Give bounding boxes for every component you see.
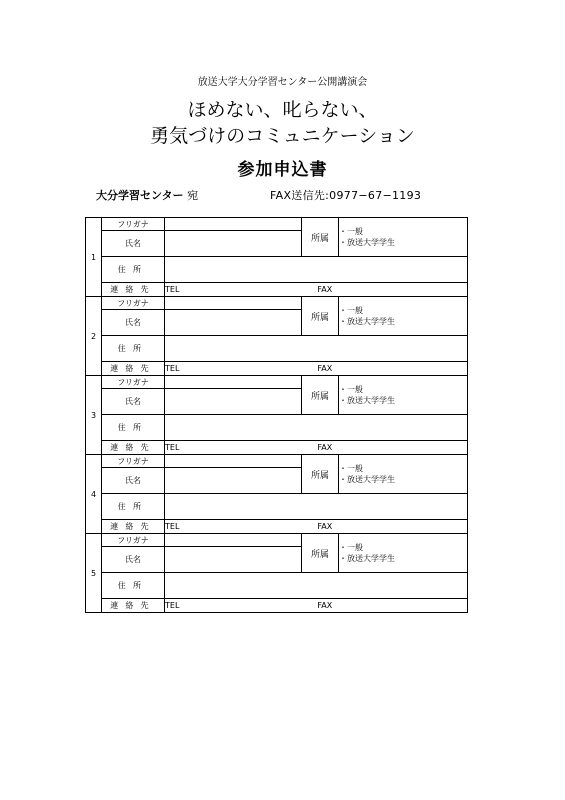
entry-address-row: [86, 573, 468, 599]
name-label: 氏名: [102, 468, 165, 494]
address-label: 住所: [102, 494, 165, 520]
furigana-label: フリガナ: [102, 376, 165, 389]
fax-destination: FAX送信先:0977−67−1193: [270, 189, 422, 202]
affiliation-options[interactable]: [339, 297, 468, 336]
entry-contact-row: [86, 362, 468, 376]
tel-label: TEL: [165, 601, 180, 610]
entry-address-row: [86, 336, 468, 362]
furigana-field[interactable]: [165, 455, 302, 468]
entry-furigana-row: [86, 218, 468, 231]
contact-label: 連絡先: [102, 520, 165, 534]
furigana-label: フリガナ: [102, 297, 165, 310]
option-student[interactable]: ・放送大学学生: [339, 238, 395, 247]
address-field[interactable]: [165, 573, 468, 599]
application-form-table: [85, 217, 468, 613]
fax-label: FAX: [317, 522, 333, 531]
recipient: [96, 187, 198, 203]
tel-label: TEL: [165, 364, 180, 373]
address-field[interactable]: [165, 415, 468, 441]
option-general[interactable]: ・一般: [339, 464, 363, 473]
recipient-suffix: 宛: [187, 189, 199, 202]
name-field[interactable]: [165, 231, 302, 257]
entry-number: 5: [86, 534, 102, 613]
entry-number: 2: [86, 297, 102, 376]
tel-fax-field[interactable]: [165, 362, 468, 376]
entry-number: 1: [86, 218, 102, 297]
affiliation-options[interactable]: [339, 218, 468, 257]
fax-label: FAX: [317, 443, 333, 452]
address-field[interactable]: [165, 494, 468, 520]
entry-furigana-row: [86, 297, 468, 310]
option-general[interactable]: ・一般: [339, 385, 363, 394]
affiliation-options[interactable]: [339, 534, 468, 573]
title-line-2: 勇気づけのコミュニケーション: [150, 125, 415, 147]
furigana-field[interactable]: [165, 218, 302, 231]
affiliation-label: 所属: [302, 297, 339, 336]
entry-number: 3: [86, 376, 102, 455]
name-label: 氏名: [102, 547, 165, 573]
address-label: 住所: [102, 415, 165, 441]
entry-contact-row: [86, 599, 468, 613]
fax-label: FAX: [317, 285, 333, 294]
recipient-name: 大分学習センター: [96, 189, 184, 202]
tel-fax-field[interactable]: [165, 599, 468, 613]
affiliation-label: 所属: [302, 455, 339, 494]
entry-furigana-row: [86, 455, 468, 468]
name-field[interactable]: [165, 547, 302, 573]
entry-address-row: [86, 494, 468, 520]
affiliation-label: 所属: [302, 376, 339, 415]
furigana-field[interactable]: [165, 297, 302, 310]
organizer-line: 放送大学大分学習センター公開講演会: [197, 77, 368, 88]
form-title: 参加申込書: [237, 160, 328, 180]
furigana-field[interactable]: [165, 376, 302, 389]
address-field[interactable]: [165, 257, 468, 283]
fax-label: FAX: [317, 601, 333, 610]
name-label: 氏名: [102, 389, 165, 415]
title-line-1: ほめない、叱らない、: [187, 99, 378, 121]
fax-label: FAX: [317, 364, 333, 373]
entry-furigana-row: [86, 376, 468, 389]
furigana-label: フリガナ: [102, 455, 165, 468]
name-field[interactable]: [165, 389, 302, 415]
name-label: 氏名: [102, 231, 165, 257]
tel-label: TEL: [165, 443, 180, 452]
option-student[interactable]: ・放送大学学生: [339, 554, 395, 563]
contact-label: 連絡先: [102, 441, 165, 455]
option-student[interactable]: ・放送大学学生: [339, 396, 395, 405]
affiliation-options[interactable]: [339, 455, 468, 494]
option-general[interactable]: ・一般: [339, 543, 363, 552]
option-student[interactable]: ・放送大学学生: [339, 317, 395, 326]
name-label: 氏名: [102, 310, 165, 336]
entry-contact-row: [86, 520, 468, 534]
affiliation-label: 所属: [302, 218, 339, 257]
affiliation-label: 所属: [302, 534, 339, 573]
contact-label: 連絡先: [102, 599, 165, 613]
tel-label: TEL: [165, 522, 180, 531]
entry-contact-row: [86, 283, 468, 297]
entry-contact-row: [86, 441, 468, 455]
address-label: 住所: [102, 257, 165, 283]
contact-label: 連絡先: [102, 362, 165, 376]
name-field[interactable]: [165, 310, 302, 336]
contact-label: 連絡先: [102, 283, 165, 297]
tel-fax-field[interactable]: [165, 283, 468, 297]
tel-fax-field[interactable]: [165, 441, 468, 455]
entry-address-row: [86, 257, 468, 283]
option-general[interactable]: ・一般: [339, 306, 363, 315]
option-general[interactable]: ・一般: [339, 227, 363, 236]
tel-fax-field[interactable]: [165, 520, 468, 534]
address-field[interactable]: [165, 336, 468, 362]
entry-furigana-row: [86, 534, 468, 547]
address-label: 住所: [102, 573, 165, 599]
furigana-field[interactable]: [165, 534, 302, 547]
furigana-label: フリガナ: [102, 218, 165, 231]
option-student[interactable]: ・放送大学学生: [339, 475, 395, 484]
furigana-label: フリガナ: [102, 534, 165, 547]
tel-label: TEL: [165, 285, 180, 294]
address-label: 住所: [102, 336, 165, 362]
name-field[interactable]: [165, 468, 302, 494]
entry-number: 4: [86, 455, 102, 534]
affiliation-options[interactable]: [339, 376, 468, 415]
entry-address-row: [86, 415, 468, 441]
